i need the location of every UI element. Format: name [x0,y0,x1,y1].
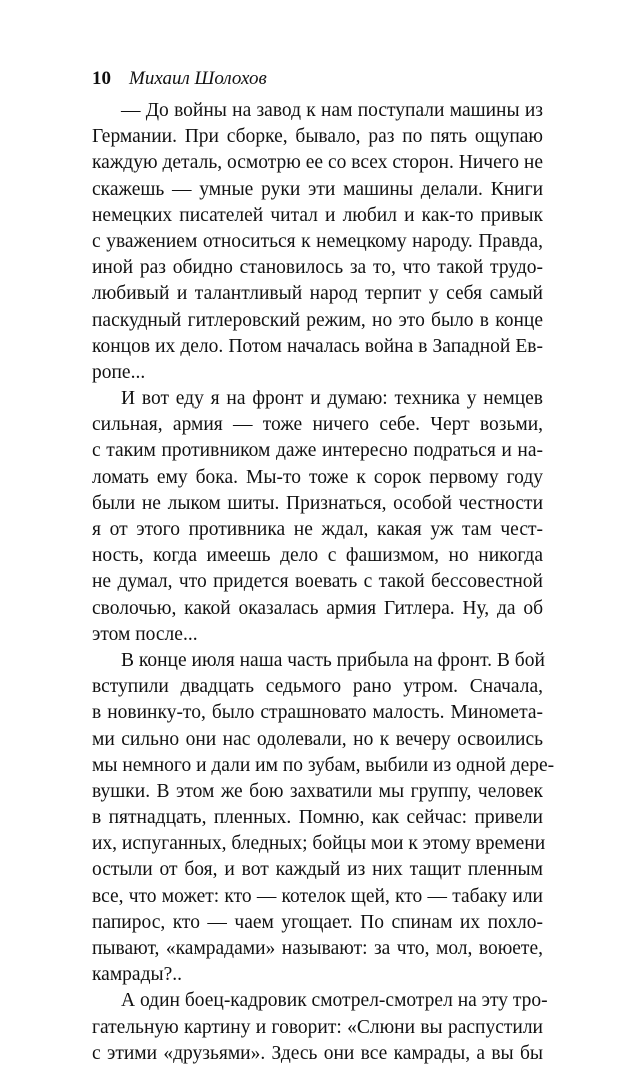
text-line: ломать ему бока. Мы-то тоже к сорок первому году [92,466,543,488]
text-line: И вот еду я на фронт и думаю: техника у немцев [121,388,543,410]
text-line: папирос, кто — чаем угощает. По спинам их похло- [92,911,543,933]
text-line: А один боец-кадровик смотрел-смотрел на эту тро- [121,990,548,1012]
text-line: в пятнадцать, пленных. Помню, как сейчас: привели [92,807,543,829]
text-line: ропе... [92,361,146,383]
text-line: иной раз обидно становилось за то, что такой трудо- [92,257,543,279]
page-number: 10 [92,68,111,89]
text-line: пывают, «камрадами» называют: за что, мол, воюете, [92,938,543,959]
text-line: сволочью, какой оказалась армия Гитлера. Ну, да об [92,597,543,619]
text-line: концов их дело. Потом началась война в Западной Ев- [92,335,543,357]
body-text [92,98,555,1067]
text-line: были не лыком шиты. Признаться, особой честности [92,492,543,514]
text-line: немецких писателей читал и любил и как-то привык [92,204,543,226]
text-line: сильная, армия — тоже ничего себе. Черт возьми, [92,414,543,436]
text-line: не думал, что придется воевать с такой бессовестной [92,571,543,593]
text-line: ми сильно они нас одолевали, но к вечеру освоились [92,728,543,750]
text-line: любивый и талантливый народ терпит у себя самый [92,283,543,305]
text-line: с таким противником даже интересно подраться и на- [92,440,543,462]
text-line: Германии. При сборке, бывало, раз по пять ощупаю [92,126,543,148]
text-line: гательную картину и говорит: «Слюни вы распустили [92,1016,543,1038]
text-line: ность, когда имеешь дело с фашизмом, но никогда [92,545,543,567]
text-line: с уважением относиться к немецкому народу. Правда, [92,230,543,252]
text-line: мы немного и дали им по зубам, выбили из одной дере- [92,754,555,776]
text-line: в новинку-то, было страшновато малость. Миномета- [92,702,543,724]
text-line: остыли от боя, и вот каждый из них тащит пленным [92,859,543,881]
text-line: их, испуганных, бледных; бойцы мои к этому времени [92,833,546,855]
running-head [92,67,267,91]
text-line: вушки. В этом же бою захватили мы группу, человек [92,780,543,802]
text-line: каждую деталь, осмотрю ее со всех сторон. Ничего не [92,152,543,174]
text-line: камрады?.. [92,964,183,986]
text-line: В конце июля наша часть прибыла на фронт. В бой [121,649,545,671]
text-line: с этими «друзьями». Здесь они все камрады, а вы бы [92,1042,543,1064]
text-line: паскудный гитлеровский режим, но это было в конце [92,309,543,331]
text-line: этом после... [92,623,198,645]
text-line: вступили двадцать седьмого рано утром. Сначала, [92,676,543,698]
text-line: все, что может: кто — котелок щей, кто — табаку или [92,885,543,907]
text-line: — До войны на завод к нам поступали машины из [121,100,543,121]
author-name: Михаил Шолохов [129,68,267,89]
text-line: я от этого противника не ждал, какая уж там чест- [92,519,543,540]
text-line: скажешь — умные руки эти машины делали. Книги [92,178,543,200]
